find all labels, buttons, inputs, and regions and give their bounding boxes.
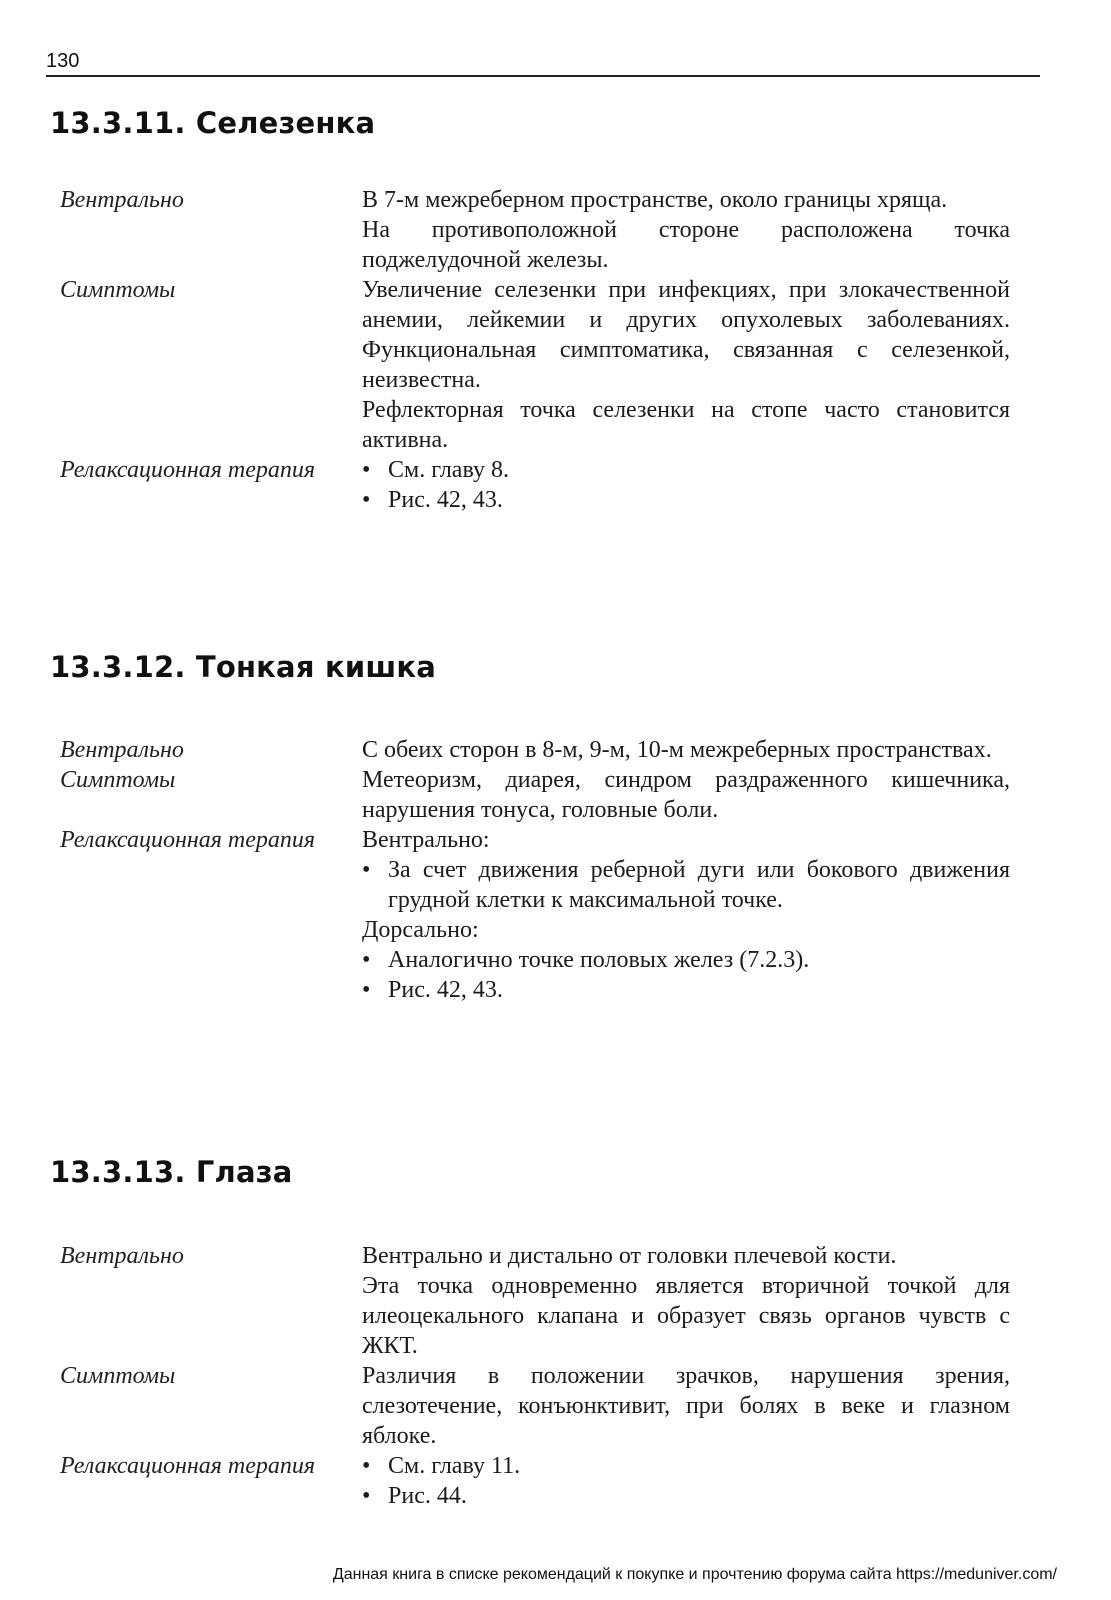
list-item: • Рис. 44.: [362, 1481, 1010, 1511]
paragraph: С обеих сторон в 8-м, 9-м, 10-м межреберных пространствах.: [362, 737, 992, 763]
paragraph: Дорсально:: [362, 917, 479, 943]
row-body: [362, 1451, 1010, 1511]
paragraph: Вентрально и дистально от головки плечевой кости.: [362, 1243, 897, 1269]
paragraph: На противоположной стороне расположена точка поджелудочной железы.: [362, 217, 1010, 273]
row-label: Релаксационная терапия: [60, 827, 316, 853]
paragraph: Рефлекторная точка селезенки на стопе часто становится активна.: [362, 397, 1010, 453]
list-item: • См. главу 11.: [362, 1451, 1010, 1481]
list-item: • Рис. 42, 43.: [362, 975, 1010, 1005]
row-body: [362, 735, 1010, 765]
row-label: Симптомы: [60, 277, 176, 303]
list-item: • См. главу 8.: [362, 455, 1010, 485]
row-body: [362, 1241, 1010, 1361]
paragraph: Увеличение селезенки при инфекциях, при злокачественной анемии, лейкемии и других опухолевых заболеваниях. Функциональная симптоматика, связанная с селезенкой, неизвестна.: [362, 277, 1010, 393]
row-label: Релаксационная терапия: [60, 1453, 316, 1479]
paragraph: Эта точка одновременно является вторичной точкой для илеоцекального клапана и образует связь органов чувств с ЖКТ.: [362, 1273, 1010, 1359]
row-label: Вентрально: [60, 1243, 184, 1269]
section-title: 13.3.12. Тонкая кишка: [50, 650, 437, 684]
row-label: Симптомы: [60, 1363, 176, 1389]
header-rule: [46, 75, 1040, 77]
row-ventral: [46, 1241, 1040, 1361]
row-body: [362, 455, 1010, 515]
paragraph: Вентрально:: [362, 827, 490, 853]
paragraph: Различия в положении зрачков, нарушения зрения, слезотечение, конъюнктивит, при болях в веке и глазном яблоке.: [362, 1363, 1010, 1449]
list-item: • За счет движения реберной дуги или бокового движения грудной клетки к максимальной точке.: [362, 855, 1010, 915]
row-symptoms: [46, 1361, 1040, 1451]
row-label: Симптомы: [60, 767, 176, 793]
row-ventral: [46, 735, 1040, 765]
page-number: 130: [46, 50, 80, 72]
section-small-intestine: [46, 650, 1040, 1005]
row-label: Вентрально: [60, 187, 184, 213]
row-body: [362, 275, 1010, 455]
list-item: • Рис. 42, 43.: [362, 485, 1010, 515]
row-body: [362, 185, 1010, 275]
paragraph: Метеоризм, диарея, синдром раздраженного кишечника, нарушения тонуса, головные боли.: [362, 767, 1010, 823]
bullet-list: [362, 455, 1010, 515]
row-label: Вентрально: [60, 737, 184, 763]
row-therapy: [46, 825, 1040, 1005]
list-item: • Аналогично точке половых желез (7.2.3).: [362, 945, 1010, 975]
footer-note: Данная книга в списке рекомендаций к покупке и прочтению форума сайта https://meduniver.com/: [332, 1566, 1057, 1583]
row-body: [362, 1361, 1010, 1451]
bullet-list: [362, 945, 1010, 1005]
row-symptoms: [46, 275, 1040, 455]
row-body: [362, 765, 1010, 825]
section-spleen: [46, 106, 1040, 515]
row-label: Релаксационная терапия: [60, 457, 316, 483]
row-therapy: [46, 455, 1040, 515]
row-symptoms: [46, 765, 1040, 825]
paragraph: В 7-м межреберном пространстве, около границы хряща.: [362, 187, 948, 213]
bullet-list: [362, 855, 1010, 915]
row-ventral: [46, 185, 1040, 275]
section-title: 13.3.13. Глаза: [50, 1155, 293, 1189]
row-therapy: [46, 1451, 1040, 1511]
bullet-list: [362, 1451, 1010, 1511]
row-body: [362, 825, 1010, 1005]
section-eyes: [46, 1155, 1040, 1511]
section-title: 13.3.11. Селезенка: [50, 106, 376, 140]
